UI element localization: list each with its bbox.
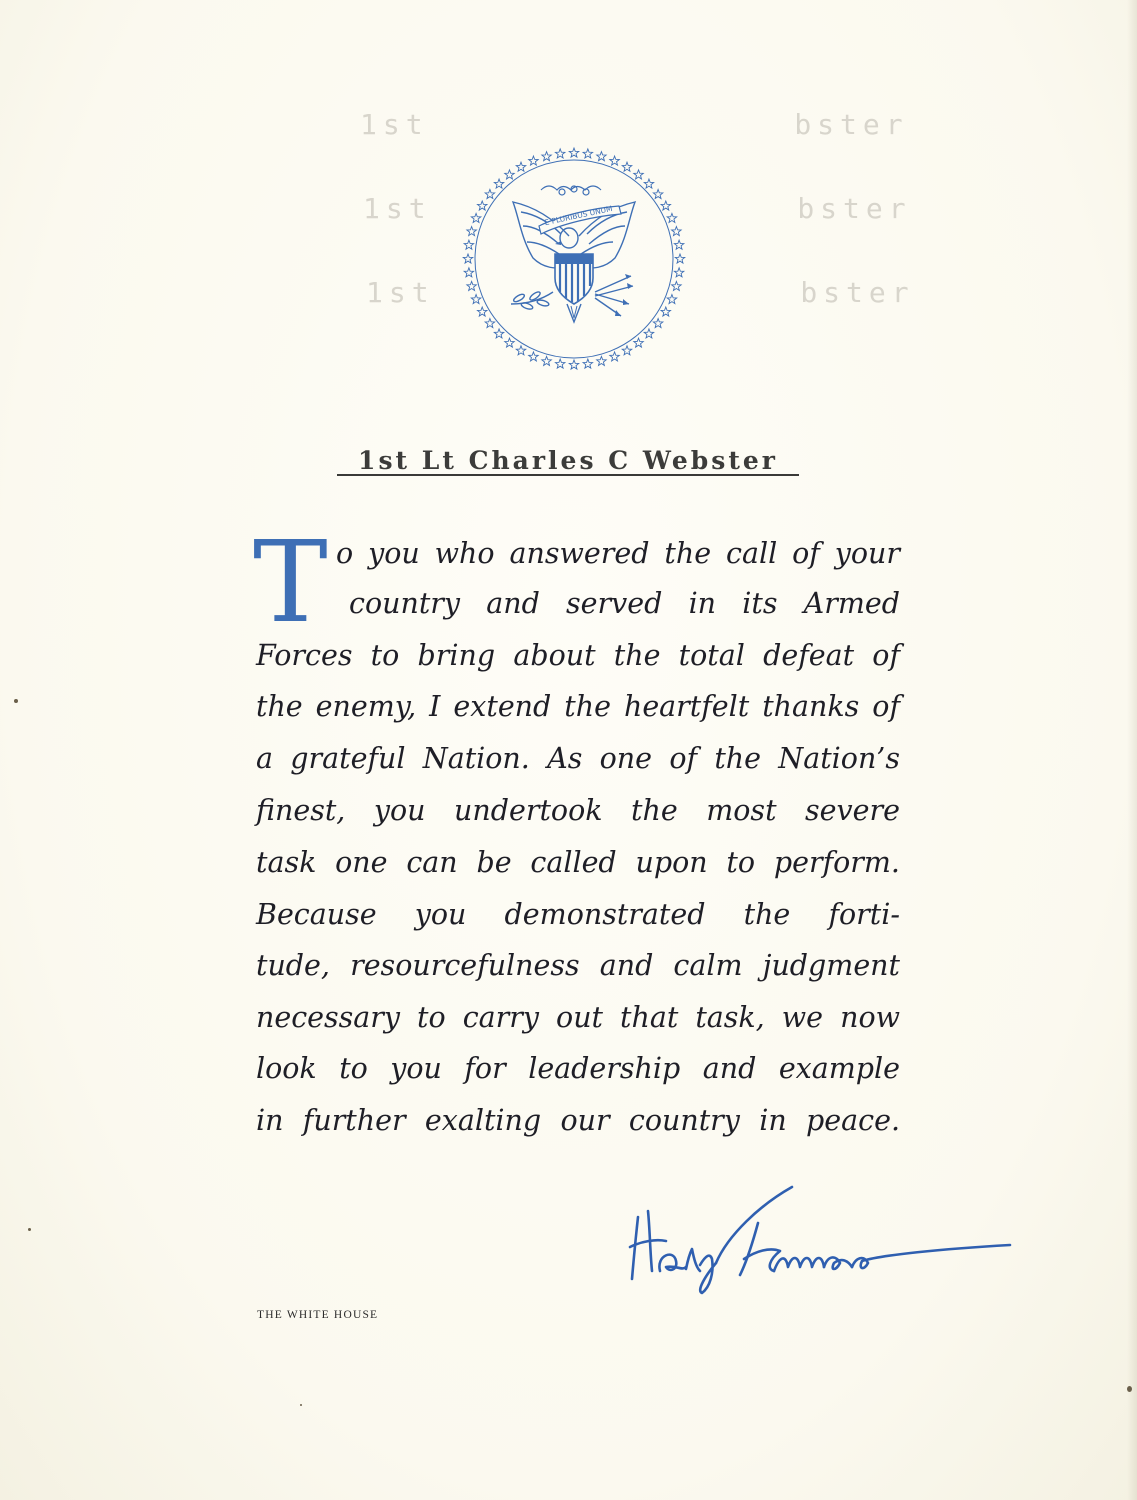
seal-star [494,179,504,188]
seal-star [653,189,663,198]
message-line: o you who answered the call of your [336,537,900,570]
seal-star [672,227,682,236]
message-line: in further exalting our country in peace. [256,1104,900,1137]
presidential-seal-icon [461,146,687,372]
seal-star [464,268,474,277]
message-line: country and served in its Armed [349,587,900,620]
seal-star [529,156,539,165]
seal-star [569,360,579,369]
seal-star [634,338,644,347]
seal-star [471,213,481,222]
seal-star [583,149,593,158]
seal-star [505,170,515,179]
seal-star [622,346,632,355]
seal-star [477,307,487,316]
seal-star [477,201,487,210]
message-line: tude, resourcefulness and calm judgment [256,949,900,982]
seal-star [516,346,526,355]
seal-star [644,329,654,338]
ghost-text-1: 1st bster [360,108,909,141]
seal-star [542,152,552,161]
message-line: a grateful Nation. As one of the Nation’s [256,742,900,775]
paper-speck [300,1404,302,1406]
seal-star [463,254,473,263]
seal-star [675,254,685,263]
seal-star [542,356,552,365]
seal-star [464,240,474,249]
seal-star [505,338,515,347]
ghost-text-3: 1st bster [366,276,915,309]
seal-star [485,319,495,328]
seal-star [597,152,607,161]
seal-star [634,170,644,179]
seal-star [661,307,671,316]
message-line: finest, you undertook the most severe [256,794,900,827]
message-line: Forces to bring about the total defeat of [256,639,900,672]
seal-star [610,352,620,361]
seal-star [494,329,504,338]
seal-star [467,227,477,236]
signature-icon [620,1175,1020,1295]
message-line: the enemy, I extend the heartfelt thanks of [256,690,900,723]
seal-star [471,295,481,304]
seal-star [516,162,526,171]
seal-star [610,156,620,165]
paper-speck [28,1228,31,1231]
seal-star [644,179,654,188]
seal-star [667,295,677,304]
paper-speck [1127,1386,1132,1392]
seal-star [555,149,565,158]
message-line: Because you demonstrated the forti- [256,898,900,931]
message-line: task one can be called upon to perform. [256,846,900,879]
seal-star [529,352,539,361]
svg-text:E PLURIBUS UNUM: E PLURIBUS UNUM [543,203,614,228]
paper-speck [14,699,18,703]
recipient-name: 1st Lt Charles C Webster [358,446,778,475]
seal-star [467,281,477,290]
drop-cap: T [253,518,328,648]
message-line: look to you for leadership and example [256,1052,900,1085]
seal-star [672,281,682,290]
seal-star [622,162,632,171]
seal-star [555,359,565,368]
seal-star [661,201,671,210]
seal-star [667,213,677,222]
seal-star [569,148,579,157]
ghost-text-2: 1st bster [363,192,912,225]
seal-star [583,359,593,368]
page-edge-shadow [1127,0,1137,1500]
seal-star [674,268,684,277]
seal-star [653,319,663,328]
seal-star [485,189,495,198]
footer-place: THE WHITE HOUSE [257,1309,379,1321]
message-line: necessary to carry out that task, we now [256,1001,900,1034]
seal-star [674,240,684,249]
seal-star [597,356,607,365]
recipient-underline [337,474,799,476]
